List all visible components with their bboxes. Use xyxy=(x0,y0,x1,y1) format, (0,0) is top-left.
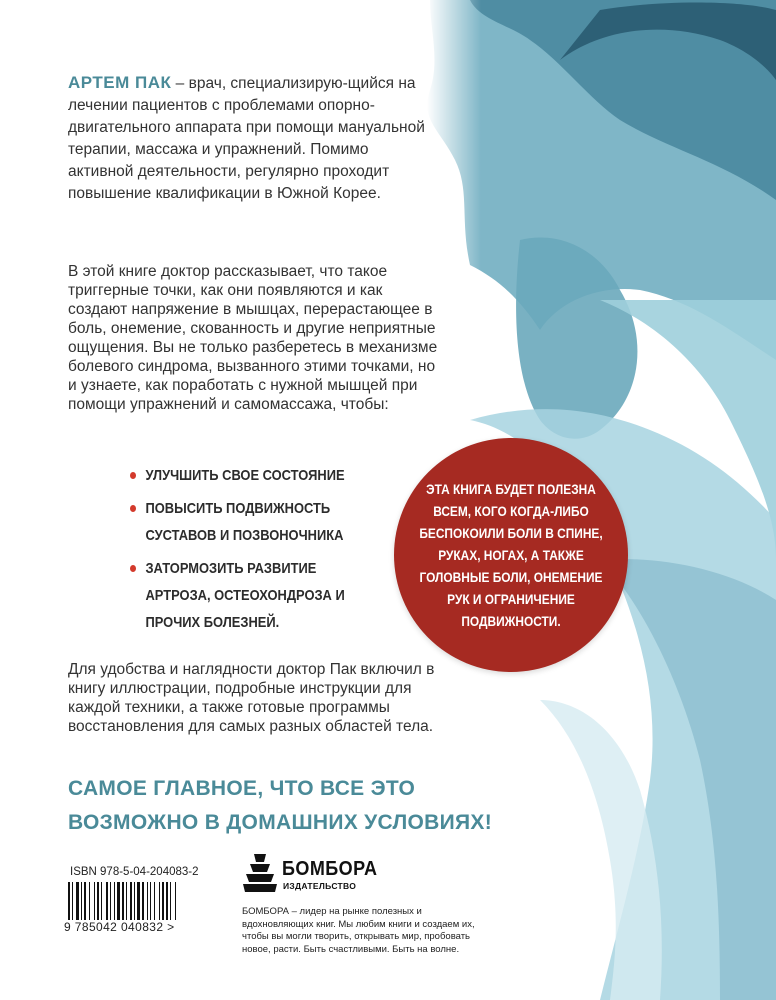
list-item xyxy=(130,462,379,489)
barcode-digits: 9 785042 040832 > xyxy=(64,920,175,934)
list-item-text: ПОВЫСИТЬ ПОДВИЖНОСТЬ СУСТАВОВ И ПОЗВОНОЧНИКА xyxy=(145,500,344,544)
callout-text: ЭТА КНИГА БУДЕТ ПОЛЕЗНА ВСЕМ, КОГО КОГДА-ЛИБО БЕСПОКОИЛИ БОЛИ В СПИНЕ, РУКАХ, НОГАХ, А ТАКЖЕ ГОЛОВНЫЕ БОЛИ, ОНЕМЕНИЕ РУК И ОГРАНИЧЕНИЕ ПОДВИЖНОСТИ. xyxy=(419,481,603,629)
intro-paragraph: В этой книге доктор рассказывает, что такое триггерные точки, как они появляются и как создают напряжение в мышцах, перерастающее в боль, онемение, скованность и другие неприятные ощущения. Вы не только разберетесь в механизме болевого синдрома, вызванного этими точками, но и узнаете, как поработать с нужной мышцей при помощи упражнений и самомассажа, чтобы: xyxy=(68,263,438,413)
author-name: АРТЕМ ПАК xyxy=(68,73,172,92)
headline-line-1: САМОЕ ГЛАВНОЕ, ЧТО ВСЕ ЭТО xyxy=(68,777,416,800)
publisher-description: БОМБОРА – лидер на рынке полезных и вдохновляющих книг. Мы любим книги и создаем их, чтобы вы могли творить, открывать мир, пробовать новое, расти. Быть счастливыми. Быть на волне. xyxy=(242,906,475,955)
isbn: ISBN 978-5-04-204083-2 xyxy=(70,866,199,878)
publisher-brand: БОМБОРА xyxy=(282,858,378,880)
list-item-text: ЗАТОРМОЗИТЬ РАЗВИТИЕ АРТРОЗА, ОСТЕОХОНДРОЗА И ПРОЧИХ БОЛЕЗНЕЙ. xyxy=(145,560,345,631)
headline-line-2: ВОЗМОЖНО В ДОМАШНИХ УСЛОВИЯХ! xyxy=(68,811,492,834)
publisher-logo-icon xyxy=(242,852,278,894)
outro-paragraph: Для удобства и наглядности доктор Пак включил в книгу иллюстрации, подробные инструкции для каждой техники, а также готовые программы восстановления для самых разных областей тела. xyxy=(68,661,435,735)
publisher-sub: ИЗДАТЕЛЬСТВО xyxy=(283,881,357,891)
list-item-text: УЛУЧШИТЬ СВОЕ СОСТОЯНИЕ xyxy=(145,467,345,484)
bullet-dot-icon xyxy=(130,565,136,572)
headline xyxy=(68,772,628,840)
callout-circle xyxy=(394,438,628,672)
author-bio xyxy=(68,72,438,205)
bullet-dot-icon xyxy=(130,505,136,512)
benefits-list xyxy=(130,462,420,642)
list-item xyxy=(130,555,379,636)
author-bio-text: – врач, специализирую-щийся на лечении пациентов с проблемами опорно-двигательного аппарата при помощи мануальной терапии, массажа и упражнений. Помимо активной деятельности, регулярно проходит повышение квалификации в Южной Корее. xyxy=(68,75,425,202)
bullet-dot-icon xyxy=(130,472,136,479)
list-item xyxy=(130,495,379,549)
